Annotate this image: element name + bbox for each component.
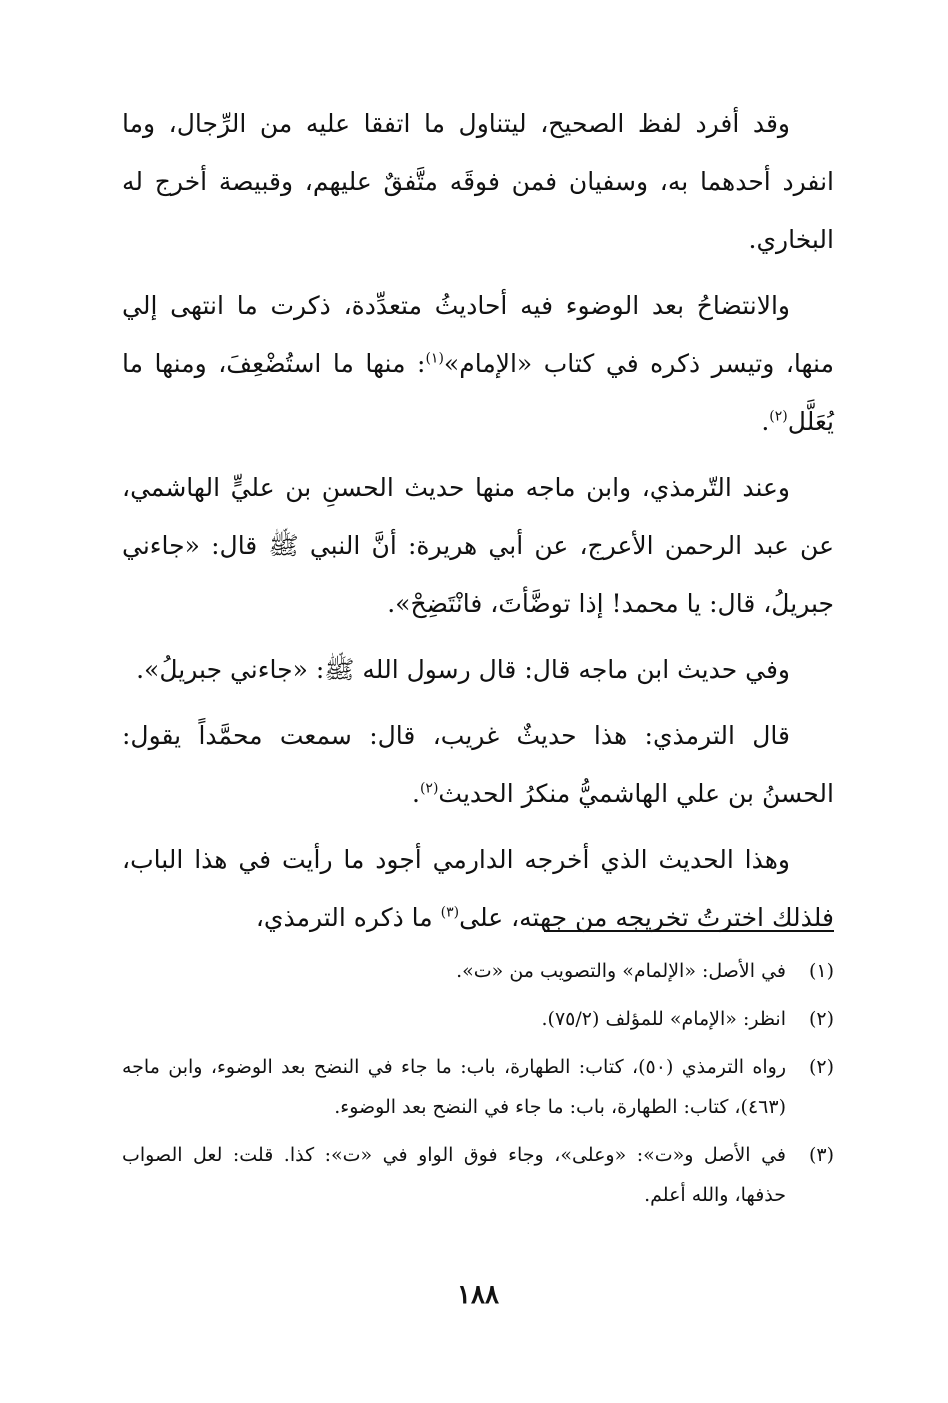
- paragraph-text: والانتضاحُ بعد الوضوء فيه أحاديثُ متعدِّدة، ذكرت ما انتهى إلي منها، وتيسر ذكره في كتاب «الإمام»: [122, 291, 834, 378]
- footnote-text: في الأصل: «الإلمام» والتصويب من «ت».: [456, 960, 786, 982]
- footnote-number: (٢): [808, 1056, 834, 1078]
- paragraph-text: .: [411, 779, 420, 808]
- footnote-text: رواه الترمذي (٥٠)، كتاب: الطهارة، باب: ما جاء في النضح بعد الوضوء، وابن ماجه (٤٦٣)، كتاب: الطهارة، باب: ما جاء في النضح بعد الوضوء.: [122, 1056, 786, 1118]
- footnote-ref: (٢): [769, 408, 788, 425]
- paragraph-text: ما ذكره الترمذي،: [255, 903, 441, 932]
- footnote-item: [122, 951, 834, 991]
- footnote-ref: (٣): [440, 904, 460, 921]
- paragraph-4: [122, 641, 834, 699]
- book-page: [122, 95, 834, 1345]
- footnote-number: (٣): [808, 1144, 834, 1166]
- footnote-number: (١): [808, 960, 834, 982]
- paragraph-3: [122, 459, 834, 633]
- paragraph-5: [122, 707, 834, 823]
- paragraph-text: وهذا الحديث الذي أخرجه الدارمي أجود ما رأيت في هذا الباب، فلذلك اخترتُ تخريجه من جهته، على: [122, 845, 834, 932]
- footnote-ref: (٢): [419, 780, 439, 797]
- footnote-item: [122, 1135, 834, 1215]
- footnotes: [122, 951, 834, 1223]
- footnote-ref: (١): [425, 350, 444, 367]
- footnote-number: (٢): [808, 1008, 834, 1030]
- footnote-item: [122, 1047, 834, 1127]
- paragraph-2: [122, 277, 834, 451]
- paragraph-text: وقد أفرد لفظ الصحيح، ليتناول ما اتفقا عليه من الرِّجال، وما انفرد أحدهما به، وسفيان فمن فوقَه متَّفقٌ عليهم، وقبيصة أخرج له البخاري.: [122, 109, 834, 254]
- paragraph-text: قال الترمذي: هذا حديثٌ غريب، قال: سمعت محمَّداً يقول: الحسنُ بن علي الهاشميُّ منكرُ الحديث: [122, 721, 834, 808]
- footnote-text: انظر: «الإمام» للمؤلف (٧٥/٢).: [541, 1008, 786, 1030]
- paragraph-1: [122, 95, 834, 269]
- paragraph-text: .: [761, 407, 770, 436]
- main-text: [122, 95, 834, 947]
- paragraph-text: وفي حديث ابن ماجه قال: قال رسول الله ﷺ: «جاءني جبريلُ».: [136, 655, 790, 684]
- footnote-text: في الأصل و«ت»: «وعلى»، وجاء فوق الواو في «ت»: كذا. قلت: لعل الصواب حذفها، والله أعلم.: [122, 1144, 786, 1206]
- paragraph-text: : منها ما استُضْعِفَ، ومنها ما يُعَلَّل: [122, 349, 834, 436]
- footnote-divider: [544, 930, 834, 932]
- footnote-item: [122, 999, 834, 1039]
- page-number: ١٨٨: [457, 1280, 499, 1310]
- paragraph-text: وعند التّرمذي، وابن ماجه منها حديث الحسنِ بن عليٍّ الهاشمي، عن عبد الرحمن الأعرج، عن أبي هريرة: أنَّ النبي ﷺ قال: «جاءني جبريلُ، قال: يا محمد! إذا توضَّأتَ، فانْتَضِحْ».: [122, 473, 834, 618]
